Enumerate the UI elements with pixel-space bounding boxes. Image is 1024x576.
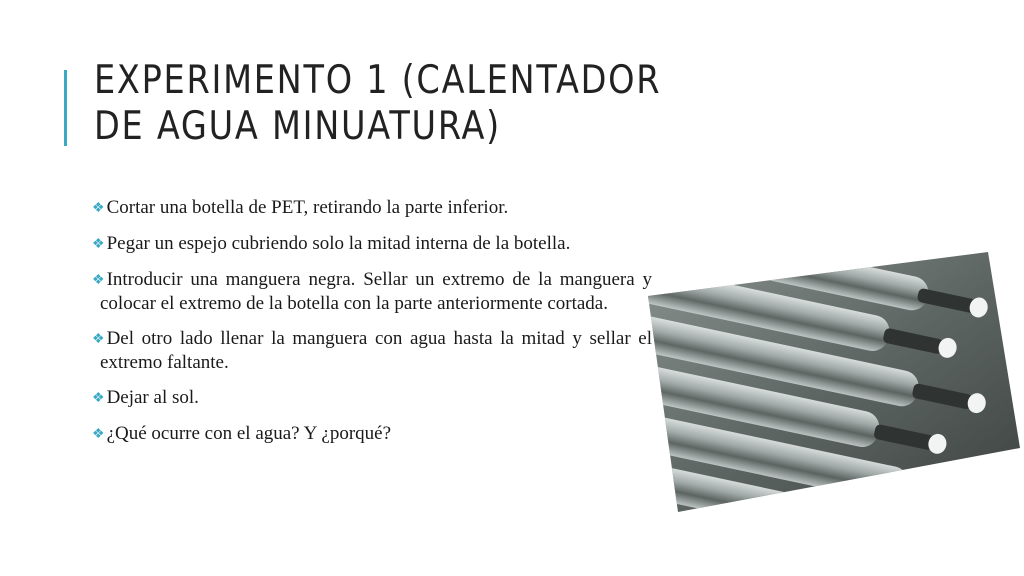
title-accent-bar	[64, 70, 67, 146]
diamond-bullet-icon: ❖	[92, 237, 105, 252]
diamond-bullet-icon: ❖	[92, 391, 105, 406]
slide-title: EXPERIMENTO 1 (CALENTADOR DE AGUA MINUATURA)	[94, 58, 662, 149]
bullet-text: Del otro lado llenar la manguera con agua hasta la mitad y sellar el extremo faltante.	[100, 328, 652, 373]
bullet-item	[92, 386, 652, 410]
bullet-item	[92, 232, 652, 256]
diamond-bullet-icon: ❖	[92, 273, 105, 288]
bullet-list	[92, 196, 652, 458]
bullet-item	[92, 327, 652, 374]
diamond-bullet-icon: ❖	[92, 427, 105, 442]
bullet-text: Cortar una botella de PET, retirando la parte inferior.	[106, 197, 509, 218]
bullet-item	[92, 196, 652, 220]
bullet-text: Pegar un espejo cubriendo solo la mitad interna de la botella.	[106, 233, 571, 254]
bullet-text: ¿Qué ocurre con el agua? Y ¿porqué?	[106, 423, 392, 444]
bullet-text: Dejar al sol.	[106, 387, 199, 408]
bullet-item	[92, 268, 652, 315]
diamond-bullet-icon: ❖	[92, 201, 105, 216]
diamond-bullet-icon: ❖	[92, 332, 105, 347]
bullet-item	[92, 422, 652, 446]
bullet-text: Introducir una manguera negra. Sellar un extremo de la manguera y colocar el extremo de la botella con la parte anteriormente cortada.	[100, 269, 652, 314]
bottles-photo	[648, 252, 1020, 512]
